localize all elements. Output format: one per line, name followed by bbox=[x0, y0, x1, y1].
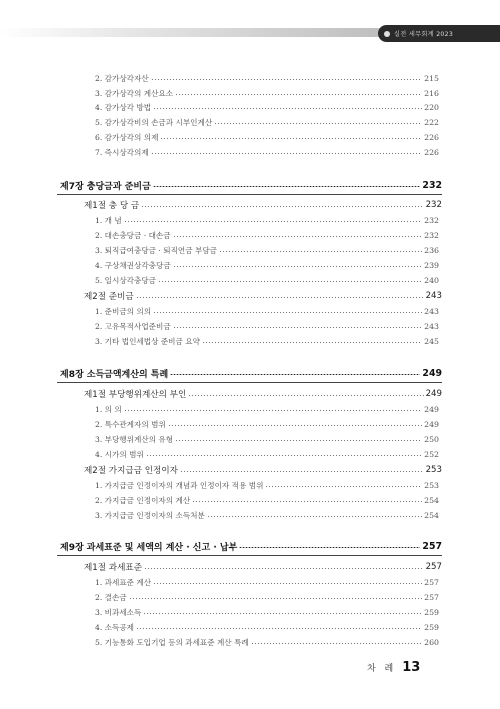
toc-entry-page: 232 bbox=[424, 215, 439, 225]
toc-entry-label: 2. 특수관계자의 범위 bbox=[95, 419, 166, 429]
footer-label: 차 례 bbox=[367, 664, 397, 674]
toc-entry[interactable] bbox=[95, 86, 439, 100]
toc-entry-page: 257 bbox=[424, 577, 439, 587]
toc-entry[interactable] bbox=[95, 493, 439, 507]
toc-entry-page: 216 bbox=[424, 88, 439, 98]
toc-entry-page: 253 bbox=[424, 480, 439, 490]
toc-entry-page: 252 bbox=[424, 449, 439, 459]
toc-entry-page: 226 bbox=[424, 147, 439, 157]
toc-entry-label: 5. 기능통화 도입기업 등의 과세표준 계산 특례 bbox=[95, 637, 249, 647]
chapter-divider bbox=[57, 382, 442, 383]
chapter-heading[interactable] bbox=[60, 366, 442, 380]
leader-dots bbox=[129, 598, 422, 599]
toc-entry[interactable] bbox=[95, 71, 439, 85]
page-number: 13 bbox=[402, 660, 421, 675]
toc-entry-label: 1. 개 념 bbox=[95, 215, 122, 225]
toc-entry[interactable] bbox=[95, 620, 439, 634]
toc-entry[interactable] bbox=[95, 228, 439, 242]
toc-entry[interactable] bbox=[95, 115, 439, 129]
toc-entry-label: 1. 준비금의 의의 bbox=[95, 306, 152, 316]
toc-entry-label: 1. 가지급금 인정이자의 개념과 인정이자 적용 범위 bbox=[95, 480, 264, 490]
toc-entry-label: 7. 즉시상각의제 bbox=[95, 147, 149, 157]
chapter-page: 232 bbox=[422, 179, 442, 191]
section-page: 253 bbox=[425, 465, 442, 475]
leader-dots bbox=[180, 471, 424, 472]
leader-dots bbox=[136, 297, 424, 298]
section-heading[interactable] bbox=[84, 463, 442, 477]
toc-entry-page: 226 bbox=[424, 132, 439, 142]
toc-entry-page: 257 bbox=[424, 592, 439, 602]
leader-dots bbox=[173, 236, 423, 237]
toc-entry[interactable] bbox=[95, 590, 439, 604]
toc-entry[interactable] bbox=[95, 145, 439, 159]
toc-entry[interactable] bbox=[95, 605, 439, 619]
toc-entry-label: 3. 비과세소득 bbox=[95, 607, 142, 617]
leader-dots bbox=[124, 410, 422, 411]
toc-entry[interactable] bbox=[95, 575, 439, 589]
header-tab bbox=[378, 25, 500, 42]
toc-entry[interactable] bbox=[95, 508, 439, 522]
toc-entry[interactable] bbox=[95, 402, 439, 416]
section-title: 제1절 과세표준 bbox=[84, 563, 143, 573]
leader-dots bbox=[192, 501, 422, 502]
toc-entry-label: 3. 감가상각의 계산요소 bbox=[95, 88, 174, 98]
toc-entry-page: 245 bbox=[424, 336, 439, 346]
leader-dots bbox=[158, 281, 422, 282]
chapter-divider bbox=[57, 555, 442, 556]
toc-entry[interactable] bbox=[95, 273, 439, 287]
toc-entry-page: 250 bbox=[424, 434, 439, 444]
toc-entry-page: 215 bbox=[424, 73, 439, 83]
chapter-title: 제7장 충당금과 준비금 bbox=[60, 181, 151, 192]
toc-entry[interactable] bbox=[95, 243, 439, 257]
chapter-heading[interactable] bbox=[60, 178, 442, 192]
section-page: 232 bbox=[425, 200, 442, 210]
toc-entry-page: 249 bbox=[424, 404, 439, 414]
section-page: 243 bbox=[425, 291, 442, 301]
toc-entry-label: 2. 대손충당금 · 대손금 bbox=[95, 230, 171, 240]
leader-dots bbox=[153, 186, 421, 187]
header-title: 실전 세무회계 2023 bbox=[394, 31, 454, 38]
toc-entry-page: 259 bbox=[424, 622, 439, 632]
toc-entry[interactable] bbox=[95, 100, 439, 114]
toc-entry-page: 259 bbox=[424, 607, 439, 617]
toc-entry-label: 5. 감가상각비의 손금과 시부인계산 bbox=[95, 117, 213, 127]
leader-dots bbox=[251, 643, 422, 644]
leader-dots bbox=[173, 266, 422, 267]
section-title: 제2절 준비금 bbox=[84, 292, 134, 302]
toc-entry[interactable] bbox=[95, 334, 439, 348]
leader-dots bbox=[219, 251, 422, 252]
toc-entry-label: 4. 감가상각 방법 bbox=[95, 102, 152, 112]
toc-entry-page: 243 bbox=[424, 306, 439, 316]
leader-dots bbox=[143, 613, 422, 614]
section-heading[interactable] bbox=[84, 289, 442, 303]
toc-entry[interactable] bbox=[95, 319, 439, 333]
toc-entry-page: 260 bbox=[424, 637, 439, 647]
toc-entry[interactable] bbox=[95, 478, 439, 492]
section-title: 제1절 부당행위계산의 부인 bbox=[84, 390, 187, 400]
toc-entry-label: 4. 소득공제 bbox=[95, 622, 135, 632]
toc-entry-label: 4. 시가의 범위 bbox=[95, 449, 144, 459]
toc-entry-label: 3. 부당행위계산의 유형 bbox=[95, 434, 174, 444]
toc-entry[interactable] bbox=[95, 213, 439, 227]
toc-entry[interactable] bbox=[95, 635, 439, 649]
toc-entry-label: 3. 기타 법인세법상 준비금 요약 bbox=[95, 336, 200, 346]
toc-entry-page: 232 bbox=[424, 230, 439, 240]
leader-dots bbox=[153, 108, 422, 109]
toc-entry-page: 240 bbox=[424, 275, 439, 285]
toc-entry[interactable] bbox=[95, 447, 439, 461]
leader-dots bbox=[141, 206, 423, 207]
leader-dots bbox=[202, 342, 422, 343]
toc-entry-page: 249 bbox=[424, 419, 439, 429]
chapter-title: 제8장 소득금액계산의 특례 bbox=[60, 369, 169, 380]
leader-dots bbox=[160, 138, 422, 139]
toc-entry-label: 2. 감가상각자산 bbox=[95, 73, 149, 83]
chapter-page: 257 bbox=[422, 540, 442, 552]
toc-entry-label: 5. 일시상각충당금 bbox=[95, 275, 157, 285]
chapter-page: 249 bbox=[422, 367, 442, 379]
leader-dots bbox=[146, 455, 422, 456]
leader-dots bbox=[173, 327, 422, 328]
toc-entry-label: 1. 의 의 bbox=[95, 404, 122, 414]
toc-entry[interactable] bbox=[95, 417, 439, 431]
header-decoration-line bbox=[0, 28, 392, 37]
toc-entry-label: 3. 가지급금 인정이자의 소득처분 bbox=[95, 510, 205, 520]
toc-entry-label: 4. 구상채권상각충당금 bbox=[95, 260, 171, 270]
toc-entry-page: 254 bbox=[424, 495, 439, 505]
leader-dots bbox=[175, 94, 422, 95]
page-footer bbox=[367, 660, 420, 675]
toc-entry-label: 2. 가지급금 인정이자의 계산 bbox=[95, 495, 191, 505]
leader-dots bbox=[175, 440, 422, 441]
chapter-divider bbox=[57, 194, 442, 195]
section-page: 257 bbox=[425, 562, 442, 572]
leader-dots bbox=[151, 153, 422, 154]
leader-dots bbox=[239, 547, 420, 548]
leader-dots bbox=[207, 516, 422, 517]
toc-entry-label: 3. 퇴직급여충당금 · 퇴직연금 부담금 bbox=[95, 245, 218, 255]
toc-entry-page: 222 bbox=[424, 117, 439, 127]
leader-dots bbox=[136, 628, 422, 629]
section-title: 제1절 충 당 금 bbox=[84, 201, 140, 211]
leader-dots bbox=[153, 583, 422, 584]
toc-entry[interactable] bbox=[95, 432, 439, 446]
toc-entry[interactable] bbox=[95, 130, 439, 144]
section-heading[interactable] bbox=[84, 198, 442, 212]
section-title: 제2절 가지급금 인정이자 bbox=[84, 466, 178, 476]
toc-entry-page: 220 bbox=[424, 102, 439, 112]
section-page: 249 bbox=[425, 389, 442, 399]
leader-dots bbox=[124, 221, 422, 222]
chapter-heading[interactable] bbox=[60, 539, 442, 553]
leader-dots bbox=[153, 312, 422, 313]
toc-entry-label: 1. 과세표준 계산 bbox=[95, 577, 152, 587]
leader-dots bbox=[151, 79, 422, 80]
toc-entry-page: 236 bbox=[424, 245, 439, 255]
toc-entry[interactable] bbox=[95, 258, 439, 272]
bullet-icon bbox=[384, 31, 390, 37]
toc-entry-label: 2. 결손금 bbox=[95, 592, 127, 602]
leader-dots bbox=[265, 486, 422, 487]
toc-entry-label: 2. 고유목적사업준비금 bbox=[95, 321, 171, 331]
leader-dots bbox=[168, 425, 422, 426]
toc-entry[interactable] bbox=[95, 304, 439, 318]
chapter-title: 제9장 과세표준 및 세액의 계산 · 신고 · 납부 bbox=[60, 542, 238, 553]
section-heading[interactable] bbox=[84, 560, 442, 574]
toc-entry-page: 243 bbox=[424, 321, 439, 331]
leader-dots bbox=[144, 568, 424, 569]
leader-dots bbox=[170, 374, 420, 375]
section-heading[interactable] bbox=[84, 387, 442, 401]
toc-entry-page: 239 bbox=[424, 260, 439, 270]
toc-entry-page: 254 bbox=[424, 510, 439, 520]
leader-dots bbox=[214, 123, 422, 124]
toc-entry-label: 6. 감가상각의 의제 bbox=[95, 132, 159, 142]
leader-dots bbox=[188, 395, 423, 396]
